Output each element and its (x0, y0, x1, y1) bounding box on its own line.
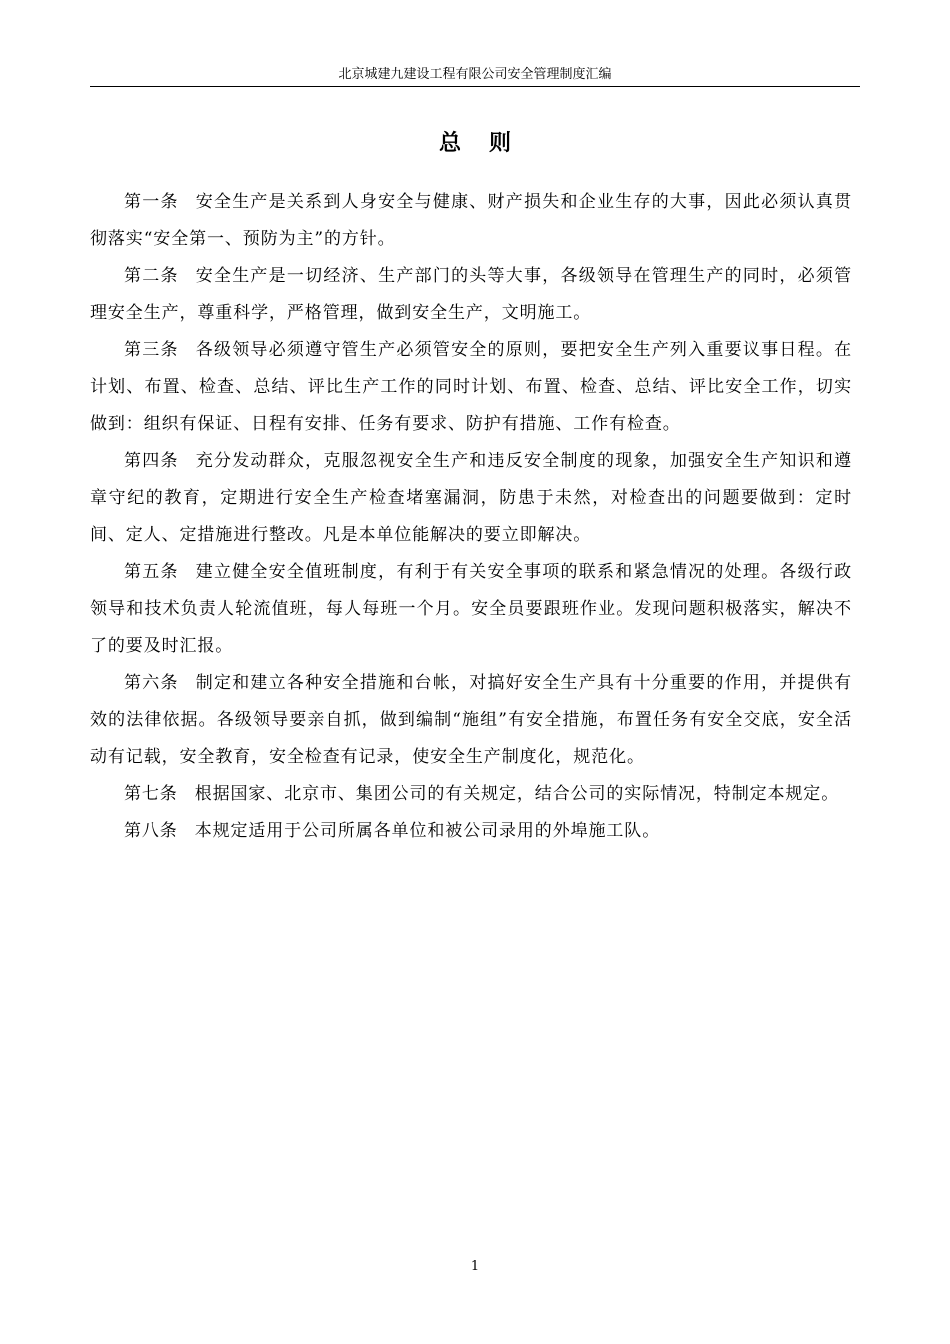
article-1 (90, 184, 852, 258)
article-number: 第二条 (124, 266, 179, 286)
article-text: 安全生产是关系到人身安全与健康、财产损失和企业生存的大事，因此必须认真贯彻落实“安全第一、预防为主”的方针。 (90, 192, 852, 249)
section-title (90, 128, 860, 160)
article-4 (90, 443, 852, 554)
page-number: 1 (470, 1259, 480, 1274)
article-number: 第三条 (124, 340, 179, 360)
article-8 (90, 813, 852, 850)
article-number: 第八条 (124, 821, 178, 841)
article-text: 根据国家、北京市、集团公司的有关规定，结合公司的实际情况，特制定本规定。 (194, 784, 840, 804)
article-text: 建立健全安全值班制度，有利于有关安全事项的联系和紧急情况的处理。各级行政领导和技术负责人轮流值班，每人每班一个月。安全员要跟班作业。发现问题积极落实，解决不了的要及时汇报。 (90, 562, 852, 656)
article-6 (90, 665, 852, 776)
article-text: 制定和建立各种安全措施和台帐，对搞好安全生产具有十分重要的作用，并提供有效的法律依据。各级领导要亲自抓，做到编制“施组”有安全措施，布置任务有安全交底，安全活动有记载，安全教育，安全检查有记录，使安全生产制度化，规范化。 (90, 673, 852, 767)
article-5 (90, 554, 852, 665)
section-title-text: 总则 (438, 131, 539, 156)
article-number: 第一条 (124, 192, 179, 212)
article-3 (90, 332, 852, 443)
article-7 (90, 776, 852, 813)
article-number: 第五条 (124, 562, 179, 582)
article-number: 第六条 (124, 673, 179, 693)
article-text: 安全生产是一切经济、生产部门的头等大事，各级领导在管理生产的同时，必须管理安全生产，尊重科学，严格管理，做到安全生产，文明施工。 (90, 266, 852, 323)
article-number: 第七条 (124, 784, 178, 804)
article-text: 各级领导必须遵守管生产必须管安全的原则，要把安全生产列入重要议事日程。在计划、布置、检查、总结、评比生产工作的同时计划、布置、检查、总结、评比安全工作，切实做到：组织有保证、日程有安排、任务有要求、防护有措施、工作有检查。 (90, 340, 852, 434)
article-text: 充分发动群众，克服忽视安全生产和违反安全制度的现象，加强安全生产知识和遵章守纪的教育，定期进行安全生产检查堵塞漏洞，防患于未然，对检查出的问题要做到：定时间、定人、定措施进行整改。凡是本单位能解决的要立即解决。 (90, 451, 852, 545)
article-text: 本规定适用于公司所属各单位和被公司录用的外埠施工队。 (194, 821, 661, 841)
header-rule (90, 86, 860, 87)
page-header: 北京城建九建设工程有限公司安全管理制度汇编 (338, 67, 612, 82)
article-number: 第四条 (124, 451, 179, 471)
article-2 (90, 258, 852, 332)
document-body (90, 184, 852, 850)
